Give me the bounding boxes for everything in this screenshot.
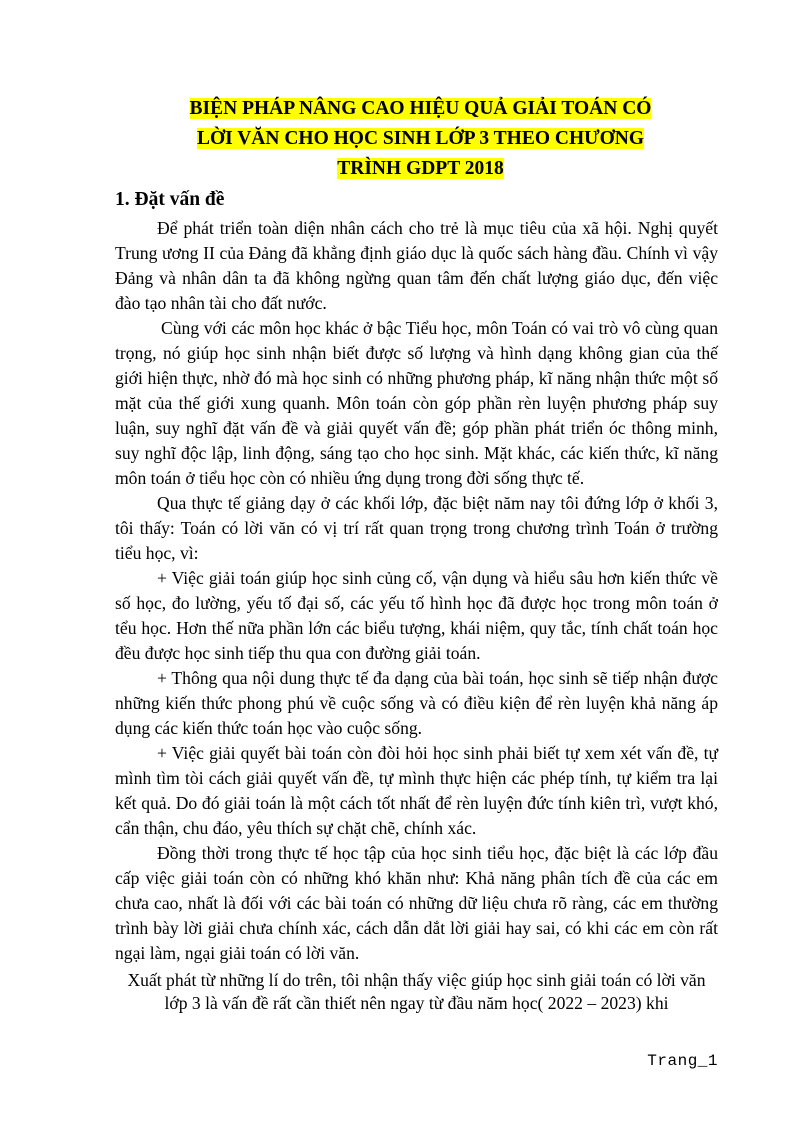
paragraph-1: Để phát triển toàn diện nhân cách cho trẻ là mục tiêu của xã hội. Nghị quyết Trung ương II của Đảng đã khẳng định giáo dục là quốc sách hàng đầu. Chính vì vậy Đảng và nhân dân ta đã không ngừng quan tâm đến chất lượng giáo dục, đến việc đào tạo nhân tài cho đất nước. <box>115 218 718 313</box>
paragraph-6: + Việc giải quyết bài toán còn đòi hỏi học sinh phải biết tự xem xét vấn đề, tự mình tìm tòi cách giải quyết vấn đề, tự mình thực hiện các phép tính, tự kiểm tra lại kết quả. Do đó giải toán là một cách tốt nhất để rèn luyện đức tính kiên trì, vượt khó, cẩn thận, chu đáo, yêu thích sự chặt chẽ, chính xác. <box>115 743 718 838</box>
title-line-1: BIỆN PHÁP NÂNG CAO HIỆU QUẢ GIẢI TOÁN CÓ <box>189 98 652 119</box>
document-page <box>115 94 718 1015</box>
paragraph-2: Cùng với các môn học khác ở bậc Tiểu học, môn Toán có vai trò vô cùng quan trọng, nó giúp học sinh nhận biết được số lượng và hình dạng không gian của thế giới hiện thực, nhờ đó mà học sinh có những phương pháp, kĩ năng nhận thức một số mặt của thế giới xung quanh. Môn toán còn góp phần rèn luyện phương pháp suy luận, suy nghĩ đặt vấn đề và giải quyết vấn đề; góp phần phát triển óc thông minh, suy nghĩ độc lập, linh động, sáng tạo cho học sinh. Mặt khác, các kiến thức, kĩ năng môn toán ở tiểu học còn có nhiều ứng dụng trong đời sống thực tế. <box>115 318 718 488</box>
closing-paragraph: Xuất phát từ những lí do trên, tôi nhận thấy việc giúp học sinh giải toán có lời văn lớp 3 là vấn đề rất cần thiết nên ngay từ đầu năm học( 2022 – 2023) khi <box>127 970 706 1013</box>
page-number: Trang_1 <box>647 1052 718 1070</box>
document-title <box>115 94 718 184</box>
paragraph-3: Qua thực tế giảng dạy ở các khối lớp, đặc biệt năm nay tôi đứng lớp ở khối 3, tôi thấy: Toán có lời văn có vị trí rất quan trọng trong chương trình Toán ở trường tiểu học, vì: <box>115 493 718 563</box>
title-line-2: LỜI VĂN CHO HỌC SINH LỚP 3 THEO CHƯƠNG <box>196 128 645 149</box>
title-line-3: TRÌNH GDPT 2018 <box>337 158 504 179</box>
paragraph-7: Đồng thời trong thực tế học tập của học sinh tiểu học, đặc biệt là các lớp đầu cấp việc giải toán còn có những khó khăn như: Khả năng phân tích đề của các em chưa cao, nhất là đối với các bài toán có những dữ liệu chưa rõ ràng, các em thường trình bày lời giải chưa chính xác, cách dẫn dắt lời giải hay sai, có khi các em còn rất ngại làm, ngại giải toán có lời văn. <box>115 843 718 963</box>
paragraph-4: + Việc giải toán giúp học sinh củng cố, vận dụng và hiểu sâu hơn kiến thức về số học, đo lường, yếu tố đại số, các yếu tố hình học đã được học trong môn toán ở tểu học. Hơn thế nữa phần lớn các biểu tượng, khái niệm, quy tắc, tính chất toán học đều được học sinh tiếp thu qua con đường giải toán. <box>115 568 718 663</box>
paragraph-5: + Thông qua nội dung thực tế đa dạng của bài toán, học sinh sẽ tiếp nhận được những kiến thức phong phú về cuộc sống và có điều kiện để rèn luyện khả năng áp dụng các kiến thức toán học vào cuộc sống. <box>115 668 718 738</box>
section-heading: 1. Đặt vấn đề <box>115 189 225 210</box>
